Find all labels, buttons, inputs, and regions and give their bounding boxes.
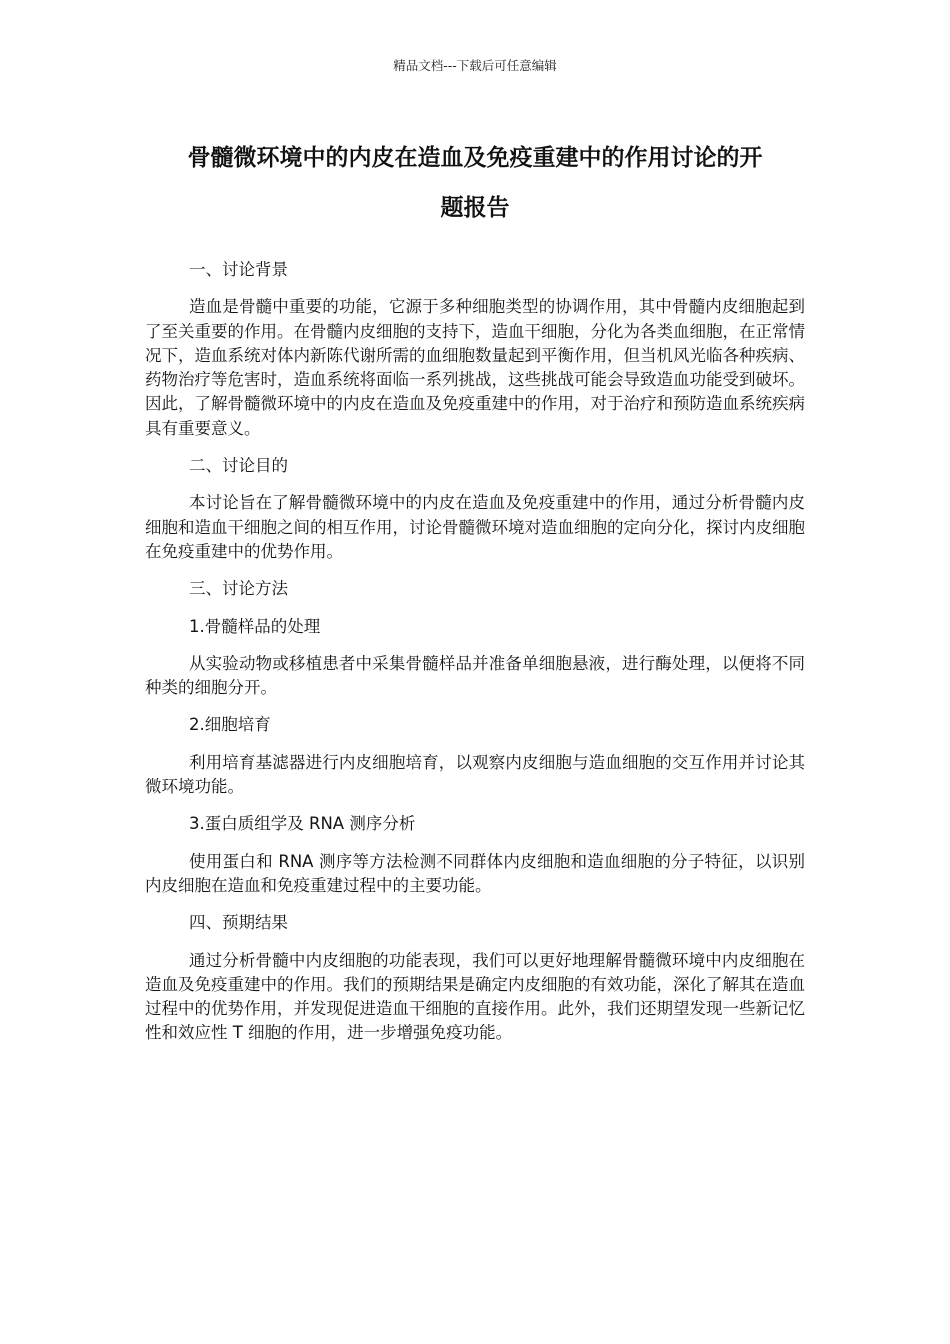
subsection-heading-sample-processing: 1.骨髓样品的处理 [189,616,321,636]
document-title [148,133,802,233]
document-body [145,258,805,1059]
title-line-2: 题报告 [440,195,510,221]
section-paragraph-expected-results: 通过分析骨髓中内皮细胞的功能表现，我们可以更好地理解骨髓微环境中内皮细胞在造血及免疫重建中的作用。我们的预期结果是确定内皮细胞的有效功能，深化了解其在造血过程中的优势作用，并发现促进造血干细胞的直接作用。此外，我们还期望发现一些新记忆性和效应性 T 细胞的作用，进一步增强免疫功能。 [145,950,805,1043]
subsection-paragraph-proteomics-rna: 使用蛋白和 RNA 测序等方法检测不同群体内皮细胞和造血细胞的分子特征，以识别内皮细胞在造血和免疫重建过程中的主要功能。 [145,851,805,895]
subsection-paragraph-sample-processing: 从实验动物或移植患者中采集骨髓样品并准备单细胞悬液，进行酶处理，以便将不同种类的细胞分开。 [145,653,805,698]
subsection-heading-proteomics-rna: 3.蛋白质组学及 RNA 测序分析 [189,814,416,834]
subsection-paragraph-cell-culture: 利用培育基滤器进行内皮细胞培育，以观察内皮细胞与造血细胞的交互作用并讨论其微环境功能。 [145,752,805,797]
section-paragraph-background: 造血是骨髓中重要的功能，它源于多种细胞类型的协调作用，其中骨髓内皮细胞起到了至关重要的作用。在骨髓内皮细胞的支持下，造血干细胞，分化为各类血细胞，在正常情况下，造血系统对体内新陈代谢所需的血细胞数量起到平衡作用，但当机风光临各种疾病、药物治疗等危害时，造血系统将面临一系列挑战，这些挑战可能会导致造血功能受到破坏。因此，了解骨髓微环境中的内皮在造血及免疫重建中的作用，对于治疗和预防造血系统疾病具有重要意义。 [145,297,805,438]
section-heading-methods: 三、讨论方法 [189,579,288,599]
subsection-heading-cell-culture: 2.细胞培育 [189,715,271,735]
page-header: 精品文档---下载后可任意编辑 [393,58,557,73]
title-line-1: 骨髓微环境中的内皮在造血及免疫重建中的作用讨论的开 [187,145,763,171]
section-heading-background: 一、讨论背景 [189,260,288,279]
section-paragraph-purpose: 本讨论旨在了解骨髓微环境中的内皮在造血及免疫重建中的作用，通过分析骨髓内皮细胞和造血干细胞之间的相互作用，讨论骨髓微环境对造血细胞的定向分化，探讨内皮细胞在免疫重建中的优势作用。 [145,493,805,561]
section-heading-expected-results: 四、预期结果 [189,913,288,933]
section-heading-purpose: 二、讨论目的 [189,456,288,476]
